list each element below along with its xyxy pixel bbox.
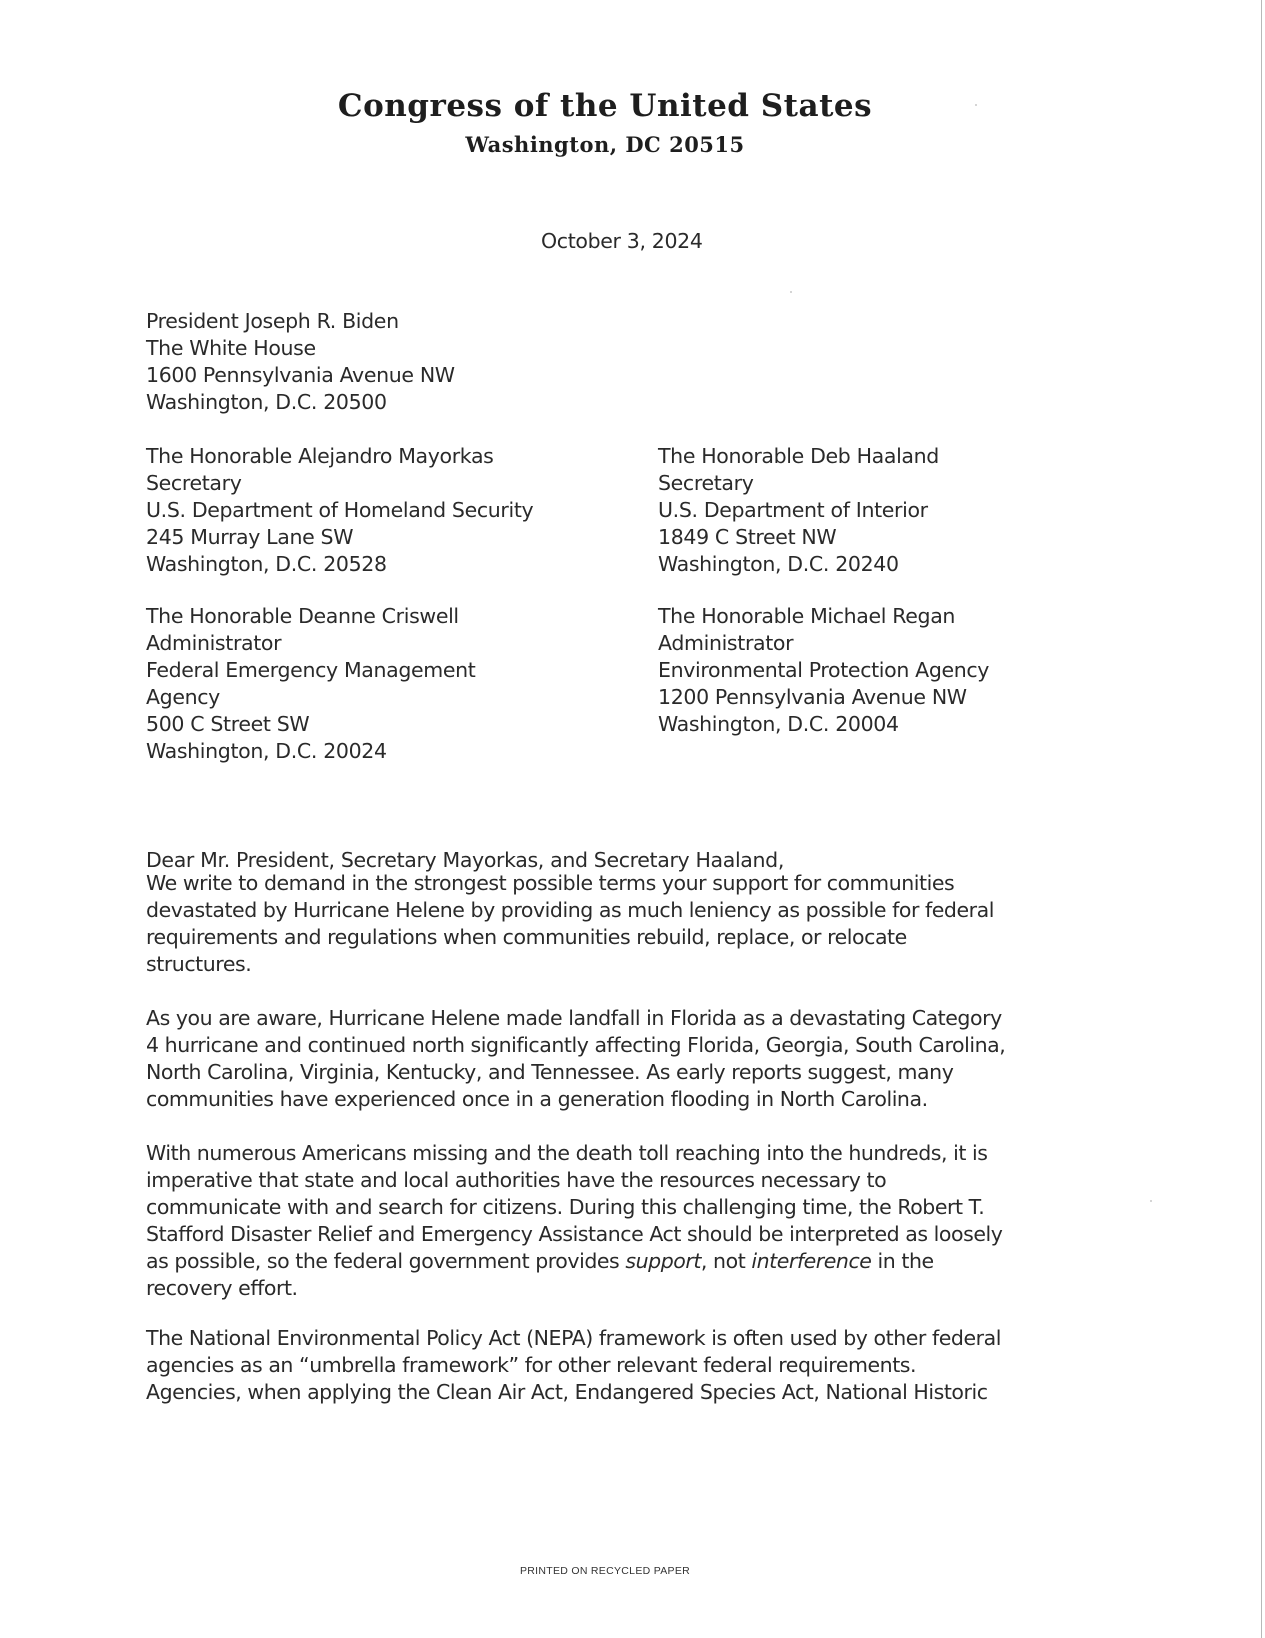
line-text: as possible, so the federal government provides — [146, 1249, 626, 1273]
line-text: , not — [700, 1249, 752, 1273]
recipient-line: The White House — [146, 336, 316, 360]
paragraph-1 — [146, 870, 994, 978]
recipient-line: Washington, D.C. 20500 — [146, 390, 387, 414]
paragraph-line: Stafford Disaster Relief and Emergency Assistance Act should be interpreted as loosely — [146, 1222, 1003, 1246]
paragraph-line: 4 hurricane and continued north significantly affecting Florida, Georgia, South Carolina, — [146, 1033, 1006, 1057]
recipient-line: Administrator — [658, 631, 794, 655]
recipient-line: 1600 Pennsylvania Avenue NW — [146, 363, 455, 387]
recipient-line: 1200 Pennsylvania Avenue NW — [658, 685, 967, 709]
letterhead-title: Congress of the United States — [337, 88, 873, 124]
paragraph-line: recovery effort. — [146, 1276, 298, 1300]
recycled-paper-footer: PRINTED ON RECYCLED PAPER — [519, 1565, 691, 1577]
recipient-line: The Honorable Michael Regan — [658, 604, 956, 628]
recipient-regan — [658, 603, 989, 738]
recipient-line: 245 Murray Lane SW — [146, 525, 354, 549]
recipient-line: Secretary — [146, 471, 242, 495]
emphasis-interference: interference — [751, 1249, 872, 1273]
paragraph-line: agencies as an “umbrella framework” for other relevant federal requirements. — [146, 1353, 917, 1377]
recipient-line: President Joseph R. Biden — [146, 309, 399, 333]
paragraph-line: structures. — [146, 952, 252, 976]
recipient-line: Washington, D.C. 20240 — [658, 552, 899, 576]
recipient-mayorkas — [146, 443, 533, 578]
scan-speck — [1150, 1200, 1152, 1202]
paragraph-line: requirements and regulations when communities rebuild, replace, or relocate — [146, 925, 907, 949]
scan-speck — [790, 291, 792, 293]
recipient-line: Secretary — [658, 471, 754, 495]
recipient-line: 500 C Street SW — [146, 712, 310, 736]
paragraph-3 — [146, 1140, 1002, 1302]
paragraph-line: The National Environmental Policy Act (NEPA) framework is often used by other federal — [146, 1326, 1001, 1350]
paragraph-2 — [146, 1005, 1005, 1113]
recipient-line: Washington, D.C. 20528 — [146, 552, 387, 576]
recipient-line: Federal Emergency Management — [146, 658, 476, 682]
paragraph-line: communicate with and search for citizens. During this challenging time, the Robert T. — [146, 1195, 985, 1219]
paragraph-line: With numerous Americans missing and the death toll reaching into the hundreds, it is — [146, 1141, 988, 1165]
recipient-line: Washington, D.C. 20024 — [146, 739, 387, 763]
recipient-haaland — [658, 443, 939, 578]
recipient-line: Administrator — [146, 631, 282, 655]
paragraph-line: North Carolina, Virginia, Kentucky, and Tennessee. As early reports suggest, many — [146, 1060, 954, 1084]
paragraph-line: As you are aware, Hurricane Helene made landfall in Florida as a devastating Category — [146, 1006, 1002, 1030]
scan-speck — [975, 104, 977, 106]
recipient-line: U.S. Department of Homeland Security — [146, 498, 534, 522]
letterhead-subtitle: Washington, DC 20515 — [465, 132, 745, 157]
recipient-line: The Honorable Deb Haaland — [658, 444, 939, 468]
recipient-criswell — [146, 603, 476, 765]
paragraph-4 — [146, 1325, 1001, 1406]
recipient-president — [146, 308, 455, 416]
paragraph-line: communities have experienced once in a generation flooding in North Carolina. — [146, 1087, 928, 1111]
recipient-line: The Honorable Deanne Criswell — [146, 604, 459, 628]
paragraph-line: We write to demand in the strongest possible terms your support for communities — [146, 871, 955, 895]
paragraph-line: Agencies, when applying the Clean Air Act, Endangered Species Act, National Historic — [146, 1380, 988, 1404]
paragraph-line: imperative that state and local authorities have the resources necessary to — [146, 1168, 887, 1192]
paragraph-line — [146, 1248, 1002, 1275]
letter-date: October 3, 2024 — [541, 229, 703, 253]
recipient-line: U.S. Department of Interior — [658, 498, 928, 522]
emphasis-support: support — [625, 1249, 701, 1273]
recipient-line: 1849 C Street NW — [658, 525, 837, 549]
recipient-line: Agency — [146, 685, 220, 709]
line-text: in the — [871, 1249, 934, 1273]
salutation: Dear Mr. President, Secretary Mayorkas, and Secretary Haaland, — [146, 848, 784, 872]
recipient-line: The Honorable Alejandro Mayorkas — [146, 444, 494, 468]
paragraph-line: devastated by Hurricane Helene by providing as much leniency as possible for federal — [146, 898, 994, 922]
recipient-line: Environmental Protection Agency — [658, 658, 990, 682]
recipient-line: Washington, D.C. 20004 — [658, 712, 899, 736]
page-edge-line — [1261, 0, 1262, 1638]
